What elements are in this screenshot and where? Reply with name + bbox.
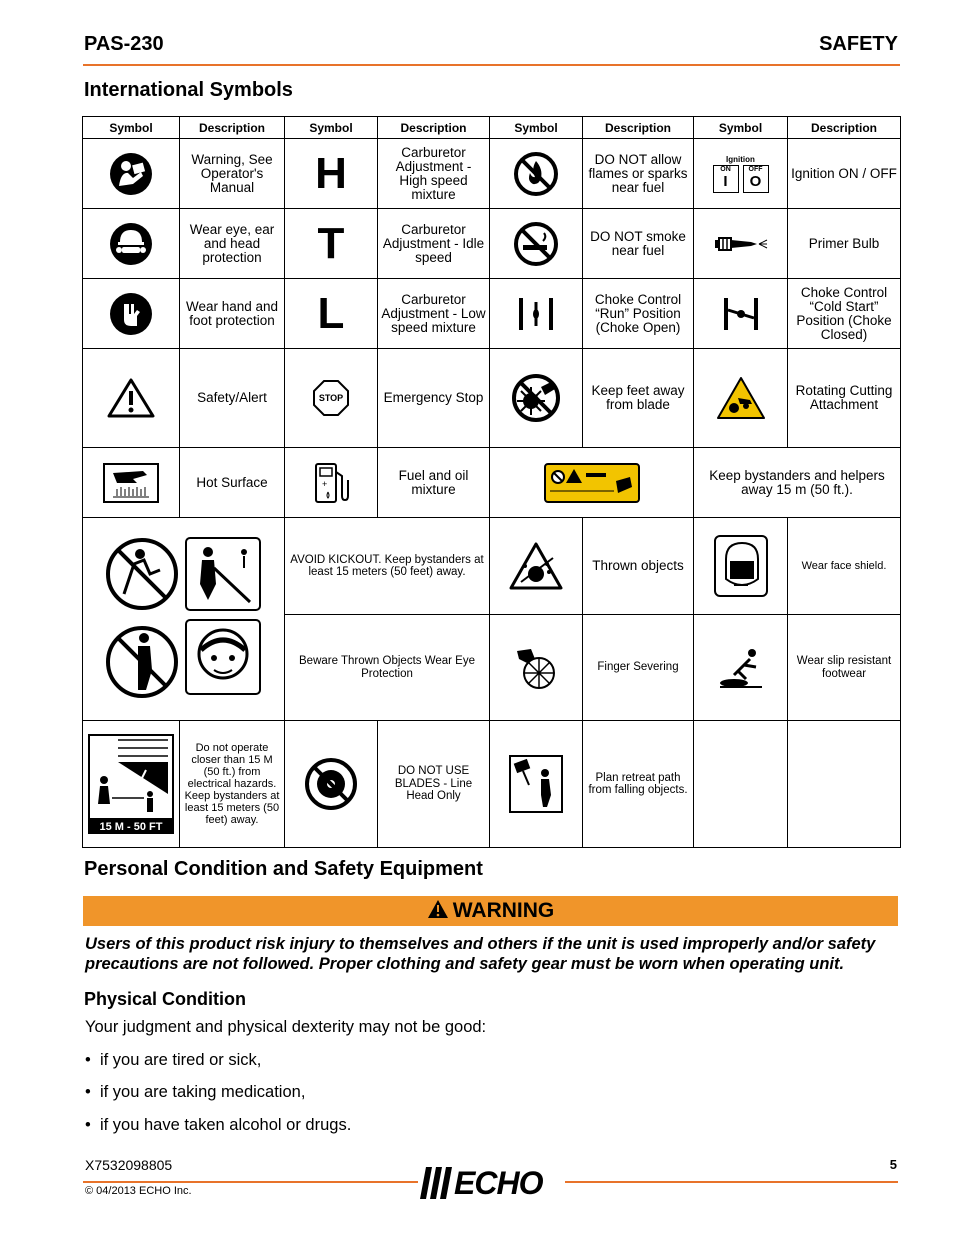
physical-condition-heading: Physical Condition: [84, 989, 247, 1009]
symbol-desc: Emergency Stop: [378, 349, 490, 448]
symbol-desc: DO NOT USE BLADES - Line Head Only: [378, 721, 490, 848]
footer-rule-left: [83, 1181, 418, 1183]
list-item: • if you have taken alcohol or drugs.: [85, 1116, 352, 1134]
primer-bulb-icon: [694, 209, 788, 279]
symbol-desc: Wear slip resistant footwear: [788, 615, 901, 721]
symbol-desc: Do not operate closer than 15 M (50 ft.) from electrical hazards. Keep bystanders at least 15 meters (50 feet) away.: [180, 721, 285, 848]
table-row: [83, 139, 901, 209]
slip-footwear-icon: [694, 615, 788, 721]
model-number: PAS-230: [84, 33, 164, 55]
table-row: [83, 721, 901, 848]
read-manual-icon: [83, 139, 180, 209]
footer-rule-right: [565, 1181, 898, 1183]
warning-text: Users of this product risk injury to themselves and others if the unit is used improperly and/or safety precautions are not followed. Proper clothing and safety gear must be worn when operating unit.: [85, 935, 876, 973]
letter-h-icon: H: [285, 139, 378, 209]
hand-foot-protection-icon: [83, 279, 180, 349]
table-row: [83, 448, 901, 518]
table-row: [83, 349, 901, 448]
col-header: Symbol: [694, 117, 788, 139]
table-row: [83, 279, 901, 349]
symbols-table: [82, 116, 901, 848]
symbol-desc: Choke Control “Run” Position (Choke Open): [583, 279, 694, 349]
symbol-desc: AVOID KICKOUT. Keep bystanders at least 15 meters (50 feet) away.: [285, 518, 490, 615]
symbol-desc: Hot Surface: [180, 448, 285, 518]
symbol-desc: DO NOT allow flames or sparks near fuel: [583, 139, 694, 209]
symbol-desc: Safety/Alert: [180, 349, 285, 448]
symbol-desc: Keep bystanders and helpers away 15 m (50 ft.).: [694, 448, 901, 518]
warning-banner: [83, 896, 898, 926]
keep-feet-away-icon: [490, 349, 583, 448]
symbol-desc: Warning, See Operator's Manual: [180, 139, 285, 209]
no-blades-icon: [285, 721, 378, 848]
warning-triangle-icon: [427, 899, 449, 919]
col-header: Symbol: [490, 117, 583, 139]
echo-logo: ECHO: [420, 1165, 560, 1201]
symbol-desc: Carburetor Adjustment - Low speed mixture: [378, 279, 490, 349]
table-header-row: [83, 117, 901, 139]
fuel-pump-icon: [285, 448, 378, 518]
list-item: • if you are taking medication,: [85, 1083, 306, 1101]
kickout-composite-icon: [83, 518, 285, 721]
symbol-desc: Choke Control “Cold Start” Position (Choke Closed): [788, 279, 901, 349]
thrown-objects-icon: [490, 518, 583, 615]
emergency-stop-icon: STOP: [285, 349, 378, 448]
symbol-desc: Rotating Cutting Attachment: [788, 349, 901, 448]
personal-condition-title: Personal Condition and Safety Equipment: [84, 858, 483, 880]
symbol-desc: Wear eye, ear and head protection: [180, 209, 285, 279]
empty-cell: [788, 721, 901, 848]
symbol-desc: Beware Thrown Objects Wear Eye Protection: [285, 615, 490, 721]
symbol-desc: Finger Severing: [583, 615, 694, 721]
page-number: 5: [889, 1157, 897, 1172]
finger-severing-icon: [490, 615, 583, 721]
doc-number: X7532098805: [85, 1157, 173, 1173]
symbol-desc: Carburetor Adjustment - Idle speed: [378, 209, 490, 279]
table-row: [83, 209, 901, 279]
intro-text: Your judgment and physical dexterity may not be good:: [85, 1018, 487, 1036]
letter-l-icon: L: [285, 279, 378, 349]
no-smoking-icon: [490, 209, 583, 279]
symbol-desc: Ignition ON / OFF: [788, 139, 901, 209]
warning-label: WARNING: [452, 899, 555, 922]
section-title: SAFETY: [819, 33, 898, 55]
table-row: [83, 518, 901, 615]
header-rule: [83, 64, 900, 66]
rotating-attachment-icon: [694, 349, 788, 448]
col-header: Symbol: [83, 117, 180, 139]
symbol-desc: Fuel and oil mixture: [378, 448, 490, 518]
ignition-switch-icon: Ignition ON I OFF O: [694, 139, 788, 209]
letter-t-icon: T: [285, 209, 378, 279]
symbol-desc: Thrown objects: [583, 518, 694, 615]
choke-closed-icon: [694, 279, 788, 349]
hot-surface-icon: [83, 448, 180, 518]
col-header: Symbol: [285, 117, 378, 139]
symbol-desc: Wear face shield.: [788, 518, 901, 615]
svg-text:+: +: [322, 478, 328, 489]
head-protection-icon: [83, 209, 180, 279]
no-flames-icon: [490, 139, 583, 209]
choke-open-icon: [490, 279, 583, 349]
col-header: Description: [180, 117, 285, 139]
col-header: Description: [788, 117, 901, 139]
empty-cell: [694, 721, 788, 848]
symbol-desc: DO NOT smoke near fuel: [583, 209, 694, 279]
bystanders-15m-icon: [490, 448, 694, 518]
symbol-desc: Carburetor Adjustment - High speed mixture: [378, 139, 490, 209]
col-header: Description: [378, 117, 490, 139]
safety-alert-icon: [83, 349, 180, 448]
face-shield-icon: [694, 518, 788, 615]
retreat-path-icon: [490, 721, 583, 848]
symbol-desc: Plan retreat path from falling objects.: [583, 721, 694, 848]
copyright: © 04/2013 ECHO Inc.: [85, 1185, 192, 1197]
intl-symbols-title: International Symbols: [84, 79, 293, 101]
symbol-desc: Primer Bulb: [788, 209, 901, 279]
list-item: • if you are tired or sick,: [85, 1051, 262, 1069]
symbol-desc: Keep feet away from blade: [583, 349, 694, 448]
electrical-hazard-icon: 15 M - 50 FT: [83, 721, 180, 848]
symbol-desc: Wear hand and foot protection: [180, 279, 285, 349]
col-header: Description: [583, 117, 694, 139]
